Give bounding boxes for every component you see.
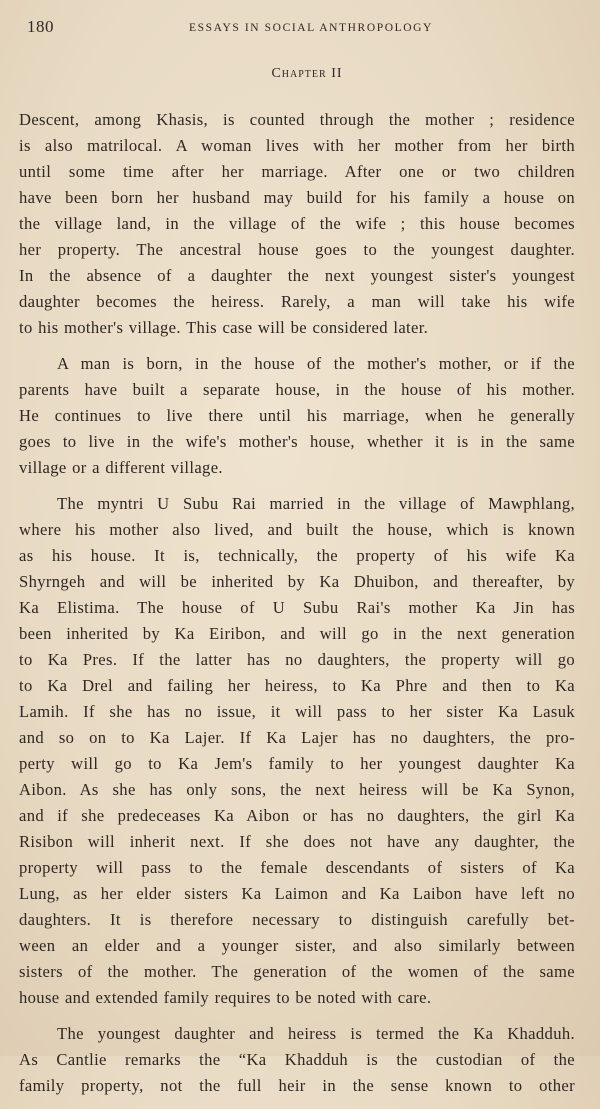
text-line: family property, not the full heir in the sense known to other [19,1076,575,1095]
text-line: property will pass to the female descendants of sisters of Ka [19,858,575,877]
text-line: He continues to live there until his marriage, when he generally [19,406,575,425]
text-line: house and extended family requires to be noted with care. [19,988,432,1007]
paragraph [19,1021,575,1099]
text-line: as his house. It is, technically, the property of his wife Ka [19,546,575,565]
running-head: ESSAYS IN SOCIAL ANTHROPOLOGY [189,22,433,34]
text-line: and so on to Ka Lajer. If Ka Lajer has no daughters, the pro- [19,728,575,747]
text-line: village or a different village. [19,458,223,477]
text-line: Shyrngeh and will be inherited by Ka Dhuibon, and thereafter, by [19,572,575,591]
paragraph [19,351,575,481]
text-line: perty will go to Ka Jem's family to her youngest daughter Ka [19,754,575,773]
text-line: is also matrilocal. A woman lives with her mother from her birth [19,136,575,155]
text-line: parents have built a separate house, in the house of his mother. [19,380,575,399]
text-line: to Ka Pres. If the latter has no daughters, the property will go [19,650,575,669]
text-line: and if she predeceases Ka Aibon or has no daughters, the girl Ka [19,806,575,825]
text-line: until some time after her marriage. After one or two children [19,162,575,181]
text-line: Ka Elistima. The house of U Subu Rai's mother Ka Jin has [19,598,575,617]
chapter-heading: Chapter II [271,66,343,81]
text-line: sisters of the mother. The generation of the women of the same [19,962,575,981]
text-line: been inherited by Ka Eiribon, and will go in the next generation [19,624,575,643]
text-line: As Cantlie remarks the “Ka Khadduh is the custodian of the [19,1050,575,1069]
text-line: daughter becomes the heiress. Rarely, a man will take his wife [19,292,575,311]
page-number: 180 [27,17,54,36]
text-line: Lamih. If she has no issue, it will pass to her sister Ka Lasuk [19,702,575,721]
text-line: Risibon will inherit next. If she does not have any daughter, the [19,832,575,851]
body-text [19,107,575,1109]
text-line: where his mother also lived, and built the house, which is known [19,520,575,539]
text-line: Descent, among Khasis, is counted through the mother ; residence [19,110,575,129]
text-line: ween an elder and a younger sister, and also similarly between [19,936,575,955]
text-line: A man is born, in the house of the mother's mother, or if the [57,354,575,373]
text-line: the village land, in the village of the wife ; this house becomes [19,214,575,233]
text-line: have been born her husband may build for his family a house on [19,188,575,207]
text-line: daughters. It is therefore necessary to distinguish carefully bet- [19,910,575,929]
text-line: goes to live in the wife's mother's house, whether it is in the same [19,432,575,451]
text-line: In the absence of a daughter the next youngest sister's youngest [19,266,575,285]
text-line: The myntri U Subu Rai married in the village of Mawphlang, [57,494,575,513]
text-line: her property. The ancestral house goes to the youngest daughter. [19,240,575,259]
text-line: to Ka Drel and failing her heiress, to Ka Phre and then to Ka [19,676,575,695]
text-line: to his mother's village. This case will be considered later. [19,318,429,337]
text-line: Lung, as her elder sisters Ka Laimon and Ka Laibon have left no [19,884,575,903]
paragraph [19,107,575,341]
paragraph [19,491,575,1011]
text-line: Aibon. As she has only sons, the next heiress will be Ka Synon, [19,780,575,799]
text-line: The youngest daughter and heiress is termed the Ka Khadduh. [57,1024,575,1043]
